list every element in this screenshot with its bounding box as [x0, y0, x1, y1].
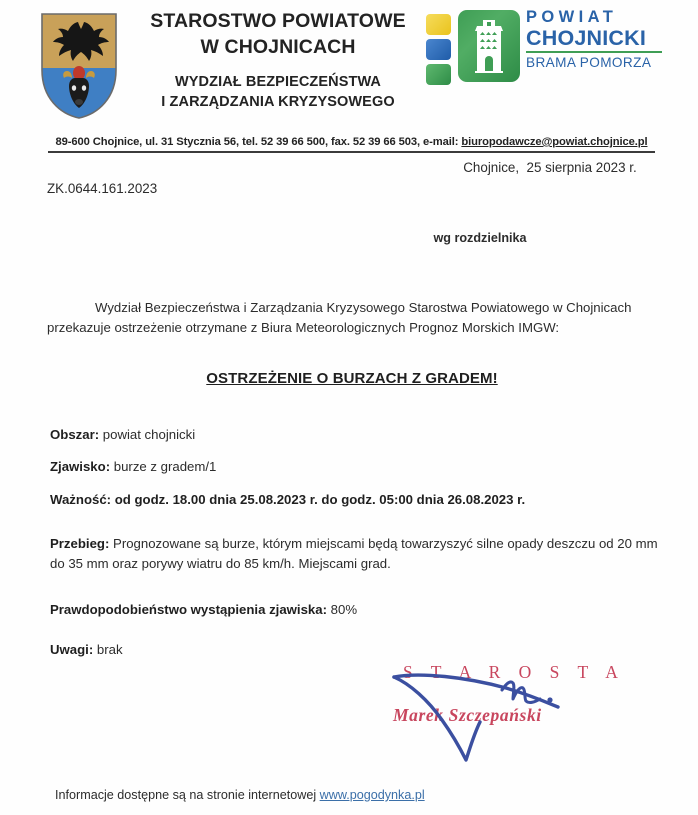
contact-email[interactable]: biuropodawcze@powiat.chojnice.pl [461, 136, 648, 148]
field-waznosc [50, 490, 658, 510]
office-title-line-2: W CHOJNICACH [200, 36, 356, 58]
tower-gate-icon [458, 10, 520, 82]
office-title-line-1: STAROSTWO POWIATOWE [150, 10, 406, 32]
field-obszar [50, 425, 658, 445]
field-prawdopodobienstwo-value: 80% [327, 602, 358, 617]
field-obszar-value: powiat chojnicki [99, 427, 196, 442]
addressee: wg rozdzielnika [433, 231, 527, 245]
coat-of-arms-crest [40, 12, 118, 120]
field-obszar-label: Obszar: [50, 427, 100, 442]
footer-note [55, 788, 425, 802]
department-title-line-2: I ZARZĄDZANIA KRYZYSOWEGO [161, 94, 395, 110]
field-prawdopodobienstwo [50, 600, 658, 620]
place-and-date: Chojnice, 25 sierpnia 2023 r. [463, 160, 637, 175]
logo-powiat-text: POWIAT [526, 8, 618, 26]
logo-wordmark [526, 8, 666, 71]
field-zjawisko-label: Zjawisko: [50, 459, 111, 474]
address-text: 89-600 Chojnice, ul. 31 Stycznia 56, tel. 52 39 66 500, fax. 52 39 66 503, e-mail: [55, 136, 462, 148]
intro-paragraph: Wydział Bezpieczeństwa i Zarządzania Kryzysowego Starostwa Powiatowego w Chojnicach przekazuje ostrzeżenie otrzymane z Biura Meteorologicznych Prognoz Morskich IMGW: [47, 300, 632, 335]
field-przebieg [50, 534, 658, 573]
field-waznosc-value: od godz. 18.00 dnia 25.08.2023 r. do godz. 05:00 dnia 26.08.2023 r. [111, 492, 526, 507]
field-zjawisko [50, 457, 658, 477]
swatch-yellow-icon [426, 14, 451, 35]
department-title-line-1: WYDZIAŁ BEZPIECZEŃSTWA [175, 74, 381, 90]
pogodynka-link[interactable]: www.pogodynka.pl [319, 788, 425, 802]
field-przebieg-value: Prognozowane są burze, którym miejscami będą towarzyszyć silne opady deszczu od 20 mm do 35 mm oraz porywy wiatru do 85 km/h. Miejscami grad. [50, 536, 658, 571]
stamp-name-text: Marek Szczepański [393, 705, 542, 725]
signature-block [385, 652, 625, 764]
reference-number: ZK.0644.161.2023 [47, 181, 158, 196]
logo-tagline-text: BRAMA POMORZA [526, 55, 652, 70]
swatch-blue-icon [426, 39, 451, 60]
logo-divider [526, 51, 662, 53]
logo-color-swatches [426, 14, 452, 89]
field-przebieg-label: Przebieg: [50, 536, 110, 551]
field-zjawisko-value: burze z gradem/1 [110, 459, 217, 474]
field-uwagi-value: brak [93, 642, 123, 657]
stamp-title-text: S T A R O S T A [403, 662, 625, 682]
header-divider [48, 151, 655, 153]
field-prawdopodobienstwo-label: Prawdopodobieństwo wystąpienia zjawiska: [50, 602, 327, 617]
field-uwagi-label: Uwagi: [50, 642, 94, 657]
letterhead [0, 0, 698, 132]
field-waznosc-label: Ważność: [50, 492, 112, 507]
warning-title [47, 370, 657, 387]
address-line [48, 136, 655, 148]
powiat-chojnicki-logo [426, 8, 664, 90]
footer-note-text: Informacje dostępne są na stronie internetowej [55, 788, 320, 802]
logo-chojnicki-text: CHOJNICKI [526, 26, 647, 50]
warning-title-text: OSTRZEŻENIE O BURZACH Z GRADEM! [206, 370, 498, 387]
swatch-green-icon [426, 64, 451, 85]
office-title-block [128, 8, 428, 112]
